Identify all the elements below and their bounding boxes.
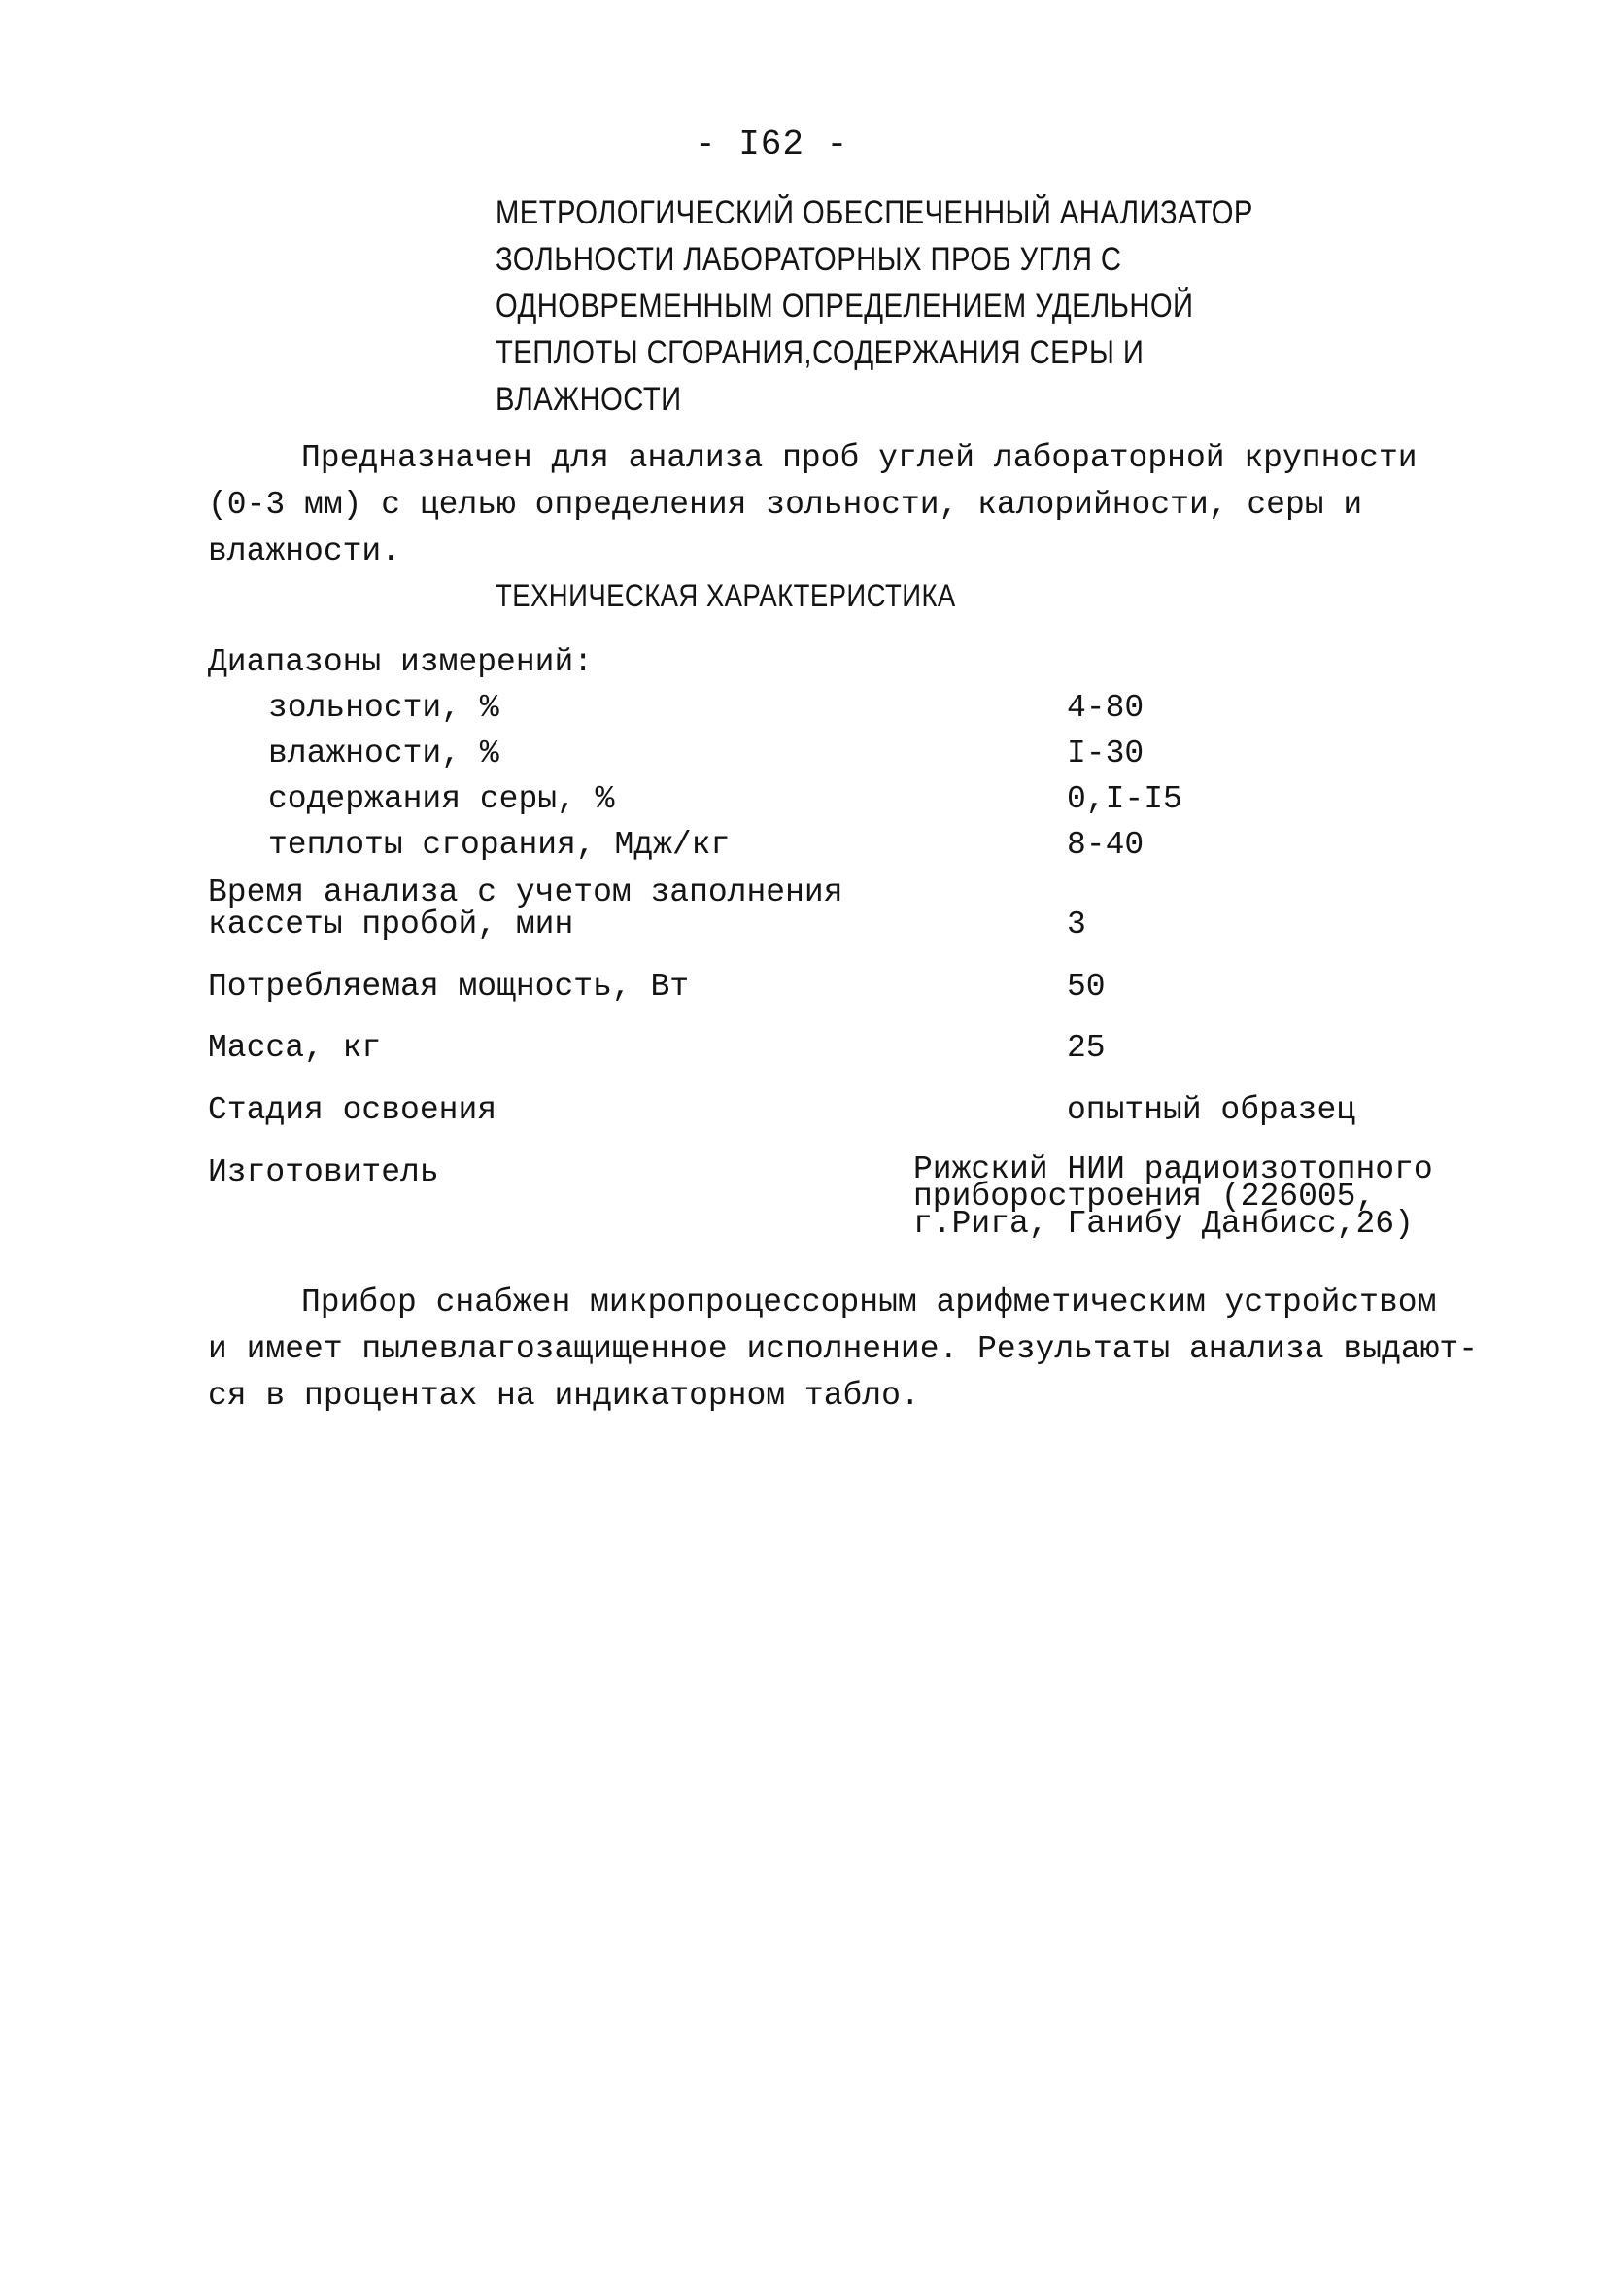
time-label-line-1: Время анализа с учетом заполнения: [208, 874, 843, 910]
power-label: Потребляемая мощность, Вт: [208, 969, 690, 1005]
mass-value: 25: [1067, 1030, 1106, 1066]
paragraph-line: ся в процентах на индикаторном табло.: [208, 1378, 920, 1414]
ash-label: зольности, %: [268, 690, 499, 726]
title-line: МЕТРОЛОГИЧЕСКИЙ ОБЕСПЕЧЕННЫЙ АНАЛИЗАТОР: [496, 194, 1253, 231]
title-line: ОДНОВРЕМЕННЫМ ОПРЕДЕЛЕНИЕМ УДЕЛЬНОЙ: [496, 288, 1194, 325]
spec-heading: ТЕХНИЧЕСКАЯ ХАРАКТЕРИСТИКА: [496, 578, 956, 613]
maker-value-line: Рижский НИИ радиоизотопного: [913, 1151, 1433, 1187]
page-number: - I62 -: [695, 124, 849, 164]
heat-label: теплоты сгорания, Мдж/кг: [268, 827, 731, 863]
closing-paragraph: [208, 1280, 1478, 1420]
maker-value-line: приборостроения (226005,: [913, 1179, 1376, 1215]
paragraph-line: (0-3 мм) с целью определения зольности, калорийности, серы и: [208, 487, 1363, 523]
intro-paragraph: [208, 435, 1418, 575]
mass-label: Масса, кг: [208, 1030, 382, 1066]
moisture-label: влажности, %: [268, 736, 499, 771]
document-title: [496, 189, 1253, 423]
ash-value: 4-80: [1067, 690, 1145, 726]
sulfur-value: 0,I-I5: [1067, 781, 1182, 817]
ranges-label: Диапазоны измерений:: [208, 644, 594, 680]
paragraph-line: и имеет пылевлагозащищенное исполнение. Результаты анализа выдают-: [208, 1331, 1479, 1367]
stage-label: Стадия освоения: [208, 1092, 497, 1128]
paragraph-line: влажности.: [208, 533, 401, 569]
title-line: ЗОЛЬНОСТИ ЛАБОРАТОРНЫХ ПРОБ УГЛЯ С: [496, 241, 1122, 278]
maker-value-line: г.Рига, Ганибу Данбисс,26): [913, 1206, 1414, 1242]
title-line: ТЕПЛОТЫ СГОРАНИЯ,СОДЕРЖАНИЯ СЕРЫ И: [496, 334, 1145, 371]
power-value: 50: [1067, 969, 1106, 1005]
time-value: 3: [1067, 907, 1086, 942]
paragraph-line: Прибор снабжен микропроцессорным арифметическим устройством: [301, 1285, 1437, 1320]
maker-value: [913, 1151, 1433, 1242]
stage-value: опытный образец: [1067, 1092, 1356, 1128]
maker-label: Изготовитель: [208, 1154, 439, 1190]
time-label-line-2: кассеты пробой, мин: [208, 907, 574, 942]
title-line: ВЛАЖНОСТИ: [496, 381, 682, 418]
sulfur-label: содержания серы, %: [268, 781, 615, 817]
paragraph-line: Предназначен для анализа проб углей лабораторной крупности: [301, 440, 1418, 476]
heat-value: 8-40: [1067, 827, 1145, 863]
moisture-value: I-30: [1067, 736, 1145, 771]
